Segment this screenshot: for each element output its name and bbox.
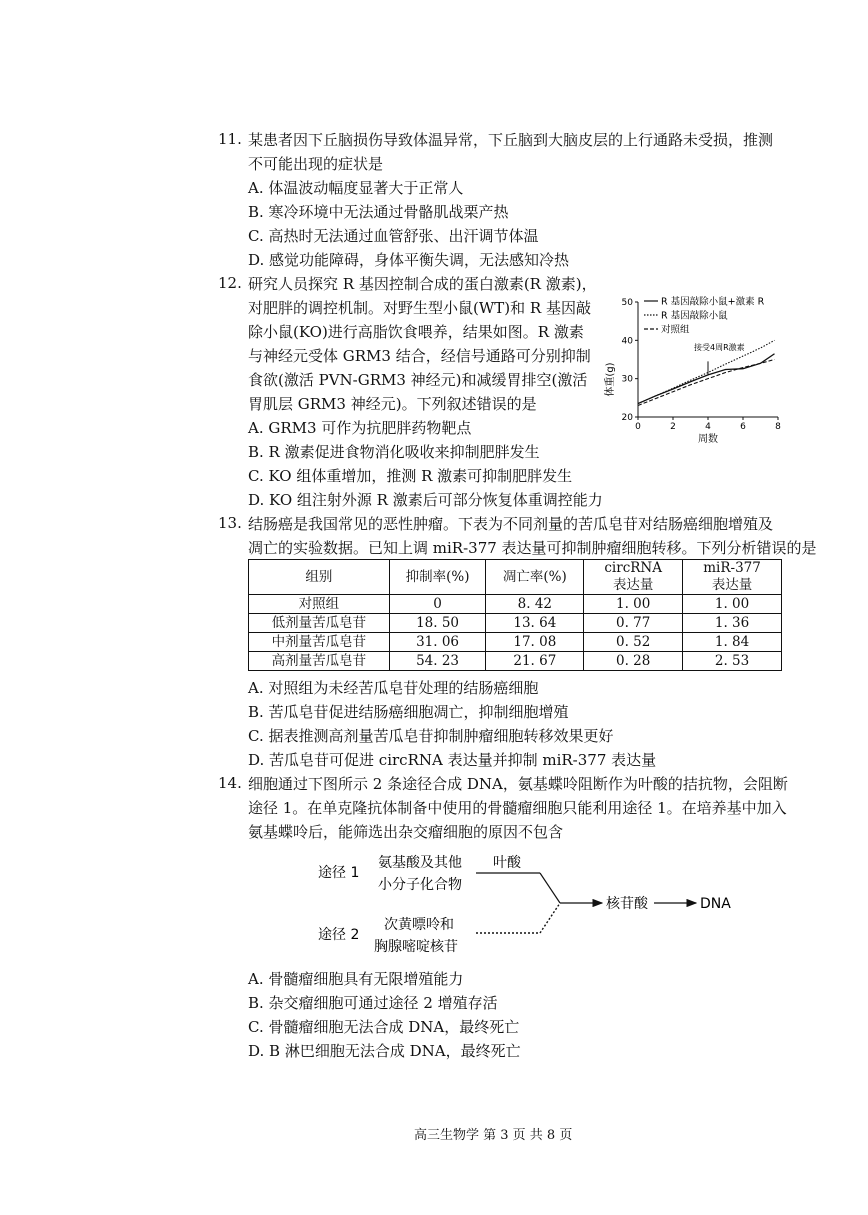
x-tick-label: 8 [775,422,781,432]
annotation-label: 接受4周R激素 [694,342,745,352]
table-cell: 低剂量苦瓜皂苷 [249,614,390,633]
y-tick-label: 20 [621,413,633,423]
table-cell: 1. 36 [683,614,782,633]
x-axis-label: 周数 [698,434,718,445]
q13-stem-line2: 凋亡的实验数据。已知上调 miR-377 表达量可抑制肿瘤细胞转移。下列分析错误的是 [248,539,817,557]
table-header-cell [683,560,782,595]
table-cell: 1. 84 [683,633,782,652]
q13-number: 13. [218,514,242,532]
q12-option-b: B. R 激素促进食物消化吸收来抑制肥胖发生 [248,443,540,461]
header-line: circRNA [604,560,662,576]
table-cell: 中剂量苦瓜皂苷 [249,633,390,652]
q14-stem-line3: 氨基蝶呤后，能筛选出杂交瘤细胞的原因不包含 [248,823,564,841]
table-cell: 54. 23 [389,652,486,671]
table-cell: 17. 08 [486,633,584,652]
dna-synthesis-pathway-diagram [310,845,750,960]
path1-label: 途径 1 [318,865,360,881]
y-tick-label: 40 [621,336,633,347]
table-header-cell: 组别 [249,560,390,595]
table-row [249,633,782,652]
q14-stem-line1: 细胞通过下图所示 2 条途径合成 DNA，氨基蝶呤阻断作为叶酸的拮抗物，会阻断 [248,775,788,793]
q14-option-b: B. 杂交瘤细胞可通过途径 2 增殖存活 [248,994,498,1012]
x-tick-label: 6 [740,422,746,432]
series-line-1 [638,354,775,404]
q14-number: 14. [218,774,242,792]
table-header-cell [584,560,683,595]
series-line-3 [638,360,775,406]
y-axis-label: 体重(g) [605,362,616,397]
q14-option-c: C. 骨髓瘤细胞无法合成 DNA，最终死亡 [248,1018,520,1036]
table-cell: 0. 28 [584,652,683,671]
table-cell: 31. 06 [389,633,486,652]
q11-stem-line1: 某患者因下丘脑损伤导致体温异常，下丘脑到大脑皮层的上行通路未受损，推测 [248,131,774,149]
table-cell: 8. 42 [486,595,584,614]
y-tick-label: 30 [621,374,633,385]
table-row [249,652,782,671]
path2-junction-line [540,903,560,933]
q11-option-d: D. 感觉功能障碍，身体平衡失调，无法感知冷热 [248,251,570,269]
table-cell: 1. 00 [584,595,683,614]
y-tick-label: 50 [621,298,633,308]
weight-line-chart [598,292,798,452]
header-line: 表达量 [612,577,654,593]
table-header-cell: 凋亡率(%) [486,560,584,595]
q11-option-c: C. 高热时无法通过血管舒张、出汗调节体温 [248,227,539,245]
table-cell: 0. 52 [584,633,683,652]
table-header-row [249,560,782,595]
table-cell: 13. 64 [486,614,584,633]
q11-option-a: A. 体温波动幅度显著大于正常人 [248,179,464,197]
q12-stem-line4: 与神经元受体 GRM3 结合，经信号通路可分别抑制 [248,347,591,365]
q12-option-c: C. KO 组体重增加，推测 R 激素可抑制肥胖发生 [248,467,573,485]
q13-option-c: C. 据表推测高剂量苦瓜皂苷抑制肿瘤细胞转移效果更好 [248,727,614,745]
path1-junction-line [540,873,560,903]
q12-option-a: A. GRM3 可作为抗肥胖药物靶点 [248,419,472,437]
path2-source-line1: 次黄嘌呤和 [384,917,454,933]
table-header-cell: 抑制率(%) [389,560,486,595]
q12-stem-line2: 对肥胖的调控机制。对野生型小鼠(WT)和 R 基因敲 [248,299,591,317]
x-tick-label: 0 [635,422,641,432]
table-row [249,614,782,633]
q12-stem-line1: 研究人员探究 R 基因控制合成的蛋白激素(R 激素)， [248,275,597,293]
folate-label: 叶酸 [493,855,521,871]
q13-option-b: B. 苦瓜皂苷促进结肠癌细胞凋亡，抑制细胞增殖 [248,703,569,721]
header-line: 表达量 [711,577,753,593]
q12-option-d: D. KO 组注射外源 R 激素后可部分恢复体重调控能力 [248,491,603,509]
dna-label: DNA [700,896,731,912]
header-line: miR-377 [703,560,761,576]
q13-option-a: A. 对照组为未经苦瓜皂苷处理的结肠癌细胞 [248,679,539,697]
q14-option-d: D. B 淋巴细胞无法合成 DNA，最终死亡 [248,1042,521,1060]
legend-label-3: 对照组 [661,324,690,336]
q14-option-a: A. 骨髓瘤细胞具有无限增殖能力 [248,970,464,988]
table-cell: 高剂量苦瓜皂苷 [249,652,390,671]
legend-label-1: R 基因敲除小鼠+激素 R [661,296,765,308]
table-cell: 0. 77 [584,614,683,633]
table-cell: 2. 53 [683,652,782,671]
q12-stem-line6: 胃肌层 GRM3 神经元)。下列叙述错误的是 [248,395,537,413]
q12-stem-line5: 食欲(激活 PVN-GRM3 神经元)和减缓胃排空(激活 [248,371,588,389]
page-footer: 高三生物学 第 3 页 共 8 页 [414,1128,573,1143]
q12-number: 12. [218,274,242,292]
table-cell: 1. 00 [683,595,782,614]
table-cell: 对照组 [249,595,390,614]
q13-data-table [248,559,782,671]
table-cell: 0 [389,595,486,614]
path2-source-line2: 胸腺嘧啶核苷 [374,939,458,955]
q11-stem-line2: 不可能出现的症状是 [248,155,384,173]
table-cell: 21. 67 [486,652,584,671]
q14-stem-line2: 途径 1。在单克隆抗体制备中使用的骨髓瘤细胞只能利用途径 1。在培养基中加入 [248,799,787,817]
legend-label-2: R 基因敲除小鼠 [661,310,728,322]
q11-option-b: B. 寒冷环境中无法通过骨骼肌战栗产热 [248,203,509,221]
table-cell: 18. 50 [389,614,486,633]
table-row [249,595,782,614]
x-tick-label: 2 [670,422,676,432]
path2-label: 途径 2 [318,927,360,943]
q12-stem-line3: 除小鼠(KO)进行高脂饮食喂养，结果如图。R 激素 [248,323,584,341]
nucleotide-label: 核苷酸 [606,896,648,912]
path1-source-line1: 氨基酸及其他 [378,855,462,871]
q13-stem-line1: 结肠癌是我国常见的恶性肿瘤。下表为不同剂量的苦瓜皂苷对结肠癌细胞增殖及 [248,515,774,533]
x-tick-label: 4 [705,422,711,432]
q13-option-d: D. 苦瓜皂苷可促进 circRNA 表达量并抑制 miR-377 表达量 [248,751,657,769]
q11-number: 11. [218,130,242,148]
path1-source-line2: 小分子化合物 [378,877,462,893]
